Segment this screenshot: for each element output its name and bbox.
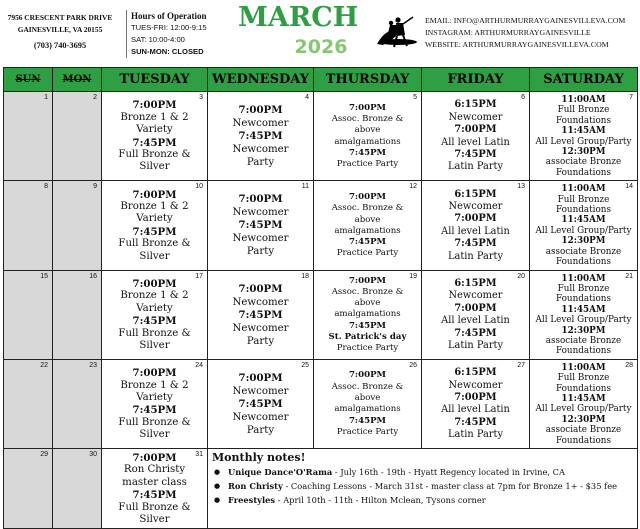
class-name: All level Latin: [441, 315, 510, 327]
note-event-details: - July 16th - 19th - Hyatt Regency located in Irvine, CA: [332, 467, 566, 477]
class-time: 7:45PM: [132, 489, 177, 502]
day-cell: [4, 181, 53, 270]
class-time: 7:00PM: [348, 370, 387, 381]
day-cell: [102, 270, 208, 359]
class-name: Bronze 1 & 2: [120, 201, 189, 213]
class-time: 7:00PM: [238, 282, 283, 295]
hours-weekday: TUES-FRI: 12:00-9:15: [131, 23, 207, 32]
class-time: 11:00AM: [561, 184, 606, 195]
notes-list: [212, 467, 633, 506]
class-name: Silver: [139, 429, 170, 441]
note-event-details: - April 10th - 11th - Hilton Mclean, Tysons corner: [275, 495, 486, 505]
day-number: 22: [40, 361, 48, 369]
day-cell: [4, 449, 53, 529]
class-time: 7:00PM: [132, 188, 177, 201]
class-time: 12:30PM: [561, 236, 606, 247]
address-line-1: 7956 CRESCENT PARK DRIVE: [7, 13, 113, 22]
dancing-couple-icon: [373, 14, 419, 50]
day-cell: [422, 359, 530, 448]
class-name: above: [354, 393, 381, 404]
class-name: All level Latin: [441, 404, 510, 416]
class-time: 7:00PM: [238, 193, 283, 206]
contact-info: [425, 15, 625, 51]
class-time: 7:00PM: [132, 277, 177, 290]
class-time: 7:00PM: [454, 391, 497, 403]
class-time: 11:45AM: [561, 304, 606, 315]
day-cell: [422, 181, 530, 270]
class-time: 7:45PM: [132, 136, 177, 149]
day-number: 18: [301, 272, 309, 280]
class-name: All Level Group/Party: [535, 136, 632, 147]
class-time: 12:30PM: [561, 147, 606, 158]
day-cell: [530, 92, 638, 181]
day-cell: [53, 92, 102, 181]
class-time: 7:00PM: [132, 99, 177, 112]
day-cell: [208, 359, 314, 448]
day-header-sun: SUN: [4, 68, 53, 92]
day-cell: [208, 270, 314, 359]
day-cell: [4, 270, 53, 359]
class-name: Party: [246, 157, 275, 169]
class-time: 7:00PM: [238, 104, 283, 117]
class-name: All level Latin: [441, 225, 510, 237]
note-event-name: Unique Dance'O'Rama: [228, 467, 333, 477]
class-name: Ron Christy: [123, 464, 186, 476]
class-name: Full Bronze &: [118, 501, 191, 513]
class-time: 7:45PM: [238, 308, 283, 321]
class-name: Silver: [139, 339, 170, 351]
day-header-saturday: SATURDAY: [530, 68, 638, 92]
class-name: Newcomer: [232, 118, 289, 130]
class-name: master class: [122, 476, 187, 488]
class-name: Foundations: [556, 167, 611, 178]
class-time: 7:00PM: [238, 371, 283, 384]
day-cell: [314, 359, 422, 448]
class-name: above: [354, 125, 381, 136]
class-name: Foundations: [556, 115, 611, 126]
day-cell: [530, 181, 638, 270]
day-number: 26: [409, 361, 417, 369]
class-name: Foundations: [556, 205, 611, 216]
class-time: 6:15PM: [454, 277, 497, 289]
class-time: 11:45AM: [561, 393, 606, 404]
class-name: Latin Party: [448, 250, 503, 262]
class-name: Newcomer: [232, 322, 289, 334]
day-number: 21: [625, 272, 633, 280]
day-number: 3: [199, 94, 203, 101]
monthly-notes: [208, 449, 638, 529]
class-name: Newcomer: [232, 207, 289, 219]
class-name: Full Bronze &: [118, 149, 191, 161]
class-name: associate Bronze: [545, 425, 622, 436]
class-time: 11:00AM: [561, 273, 606, 284]
class-time: 7:45PM: [348, 237, 387, 248]
day-cell: [314, 181, 422, 270]
day-cell: [102, 181, 208, 270]
class-name: associate Bronze: [545, 246, 622, 257]
day-number: 2: [93, 94, 97, 101]
day-cell: [102, 92, 208, 181]
class-name: Foundations: [556, 294, 611, 305]
note-event-name: Ron Christy: [228, 481, 283, 491]
day-cell: [314, 92, 422, 181]
class-name: Practice Party: [336, 159, 399, 170]
address-line-2: GAINESVILLE, VA 20155: [17, 25, 103, 34]
day-cell: [314, 270, 422, 359]
class-time: 7:00PM: [348, 102, 387, 113]
class-name: Newcomer: [232, 296, 289, 308]
day-number: 15: [40, 272, 48, 280]
day-number: 12: [409, 183, 417, 191]
class-name: All Level Group/Party: [535, 404, 632, 415]
day-cell: [208, 181, 314, 270]
class-time: 11:45AM: [561, 126, 606, 137]
class-name: amalgamations: [334, 404, 401, 415]
class-name: Full Bronze &: [118, 416, 191, 428]
calendar-grid: [3, 67, 638, 529]
class-name: All level Latin: [441, 136, 510, 148]
day-header-wednesday: WEDNESDAY: [208, 68, 314, 92]
class-name: Full Bronze: [557, 105, 610, 116]
class-name: above: [354, 214, 381, 225]
day-number: 16: [89, 272, 97, 280]
class-name: Foundations: [556, 346, 611, 357]
class-name: Variety: [136, 213, 173, 225]
day-number: 28: [625, 361, 633, 369]
class-time: 7:45PM: [454, 416, 497, 428]
holiday-label: St. Patrick's day: [328, 332, 407, 343]
day-number: 24: [195, 361, 203, 369]
class-time: 7:00PM: [454, 302, 497, 314]
year-title: 2026: [294, 36, 348, 58]
day-cell: [53, 181, 102, 270]
day-cell: [102, 449, 208, 529]
instagram-link[interactable]: INSTAGRAM: ARTHURMURRAYGAINESVILLE: [425, 28, 591, 37]
class-name: amalgamations: [334, 225, 401, 236]
class-name: All Level Group/Party: [535, 225, 632, 236]
day-header-friday: FRIDAY: [422, 68, 530, 92]
day-number: 11: [301, 183, 309, 191]
class-time: 7:45PM: [132, 225, 177, 238]
class-name: Foundations: [556, 383, 611, 394]
day-number: 27: [517, 361, 525, 369]
class-time: 7:45PM: [238, 219, 283, 232]
day-number: 20: [517, 272, 525, 280]
class-name: Assoc. Bronze &: [331, 381, 404, 392]
day-number: 17: [195, 272, 203, 280]
class-time: 7:45PM: [238, 130, 283, 143]
class-time: 7:00PM: [348, 275, 387, 286]
class-name: Silver: [139, 514, 170, 526]
class-time: 7:00PM: [132, 452, 177, 464]
class-name: Party: [246, 335, 275, 347]
day-number: 30: [89, 451, 97, 458]
class-name: Newcomer: [232, 411, 289, 423]
day-number: 14: [625, 183, 633, 191]
class-name: associate Bronze: [545, 157, 622, 168]
class-time: 7:00PM: [454, 124, 497, 136]
day-number: 9: [93, 183, 97, 191]
notes-title: Monthly notes!: [212, 451, 306, 464]
class-time: 7:45PM: [454, 327, 497, 339]
day-cell: [530, 359, 638, 448]
class-name: associate Bronze: [545, 335, 622, 346]
phone-number: (703) 740-3695: [33, 41, 87, 50]
class-time: 11:45AM: [561, 215, 606, 226]
class-name: above: [354, 298, 381, 309]
class-time: 7:45PM: [238, 397, 283, 410]
class-name: Newcomer: [448, 290, 503, 302]
day-cell: [422, 270, 530, 359]
note-event-details: - Coaching Lessons - March 31st - master class at 7pm for Bronze 1+ - $35 fee: [282, 481, 618, 491]
class-name: Bronze 1 & 2: [120, 111, 189, 123]
class-name: All Level Group/Party: [535, 315, 632, 326]
day-number: 5: [413, 94, 417, 101]
day-cell: [530, 270, 638, 359]
class-time: 7:45PM: [132, 404, 177, 417]
email-link[interactable]: EMAIL: INFO@ARTHURMURRAYGAINESVILLEVA.COM: [425, 16, 626, 25]
class-name: Foundations: [556, 435, 611, 446]
week-row: [4, 359, 638, 448]
class-time: 7:45PM: [348, 147, 387, 158]
day-cell: [53, 359, 102, 448]
class-time: 7:00PM: [132, 367, 177, 380]
class-name: Newcomer: [448, 201, 503, 213]
hours-title: Hours of Operation: [131, 11, 207, 21]
class-name: Silver: [139, 161, 170, 173]
note-item: [212, 481, 633, 492]
class-name: Bronze 1 & 2: [120, 290, 189, 302]
day-header-mon: MON: [53, 68, 102, 92]
class-name: Full Bronze: [557, 283, 610, 294]
class-name: Practice Party: [336, 248, 399, 259]
day-cell: [53, 449, 102, 529]
class-name: Latin Party: [448, 161, 503, 173]
class-name: amalgamations: [334, 309, 401, 320]
class-name: Foundations: [556, 257, 611, 268]
note-item: [212, 495, 633, 506]
class-time: 6:15PM: [454, 367, 497, 379]
day-number: 23: [89, 361, 97, 369]
class-time: 6:15PM: [454, 188, 497, 200]
day-number: 13: [517, 183, 525, 191]
day-number: 31: [195, 451, 203, 458]
class-time: 7:45PM: [454, 149, 497, 161]
class-name: Newcomer: [448, 111, 503, 123]
hours-of-operation: [126, 10, 226, 58]
class-name: Practice Party: [336, 426, 399, 437]
day-cell: [208, 92, 314, 181]
class-name: Latin Party: [448, 339, 503, 351]
week-row: [4, 270, 638, 359]
day-number: 6: [521, 94, 525, 101]
class-name: Newcomer: [232, 144, 289, 156]
week-row: [4, 181, 638, 270]
class-name: Full Bronze: [557, 373, 610, 384]
class-time: 7:45PM: [348, 320, 387, 331]
day-cell: [422, 92, 530, 181]
class-time: 7:45PM: [132, 315, 177, 328]
month-title: MARCH: [238, 2, 359, 33]
class-name: Bronze 1 & 2: [120, 379, 189, 391]
studio-address: [6, 12, 114, 52]
class-name: amalgamations: [334, 136, 401, 147]
class-name: Assoc. Bronze &: [331, 286, 404, 297]
note-item: [212, 467, 633, 478]
hours-closed: SUN-MON: CLOSED: [131, 47, 204, 56]
class-time: 11:00AM: [561, 362, 606, 373]
class-time: 11:00AM: [561, 95, 606, 105]
day-number: 4: [305, 94, 309, 101]
class-name: Variety: [136, 302, 173, 314]
class-time: 12:30PM: [561, 414, 606, 425]
hours-saturday: SAT: 10:00-4:00: [131, 35, 185, 44]
day-header-tuesday: TUESDAY: [102, 68, 208, 92]
class-name: Assoc. Bronze &: [331, 114, 404, 125]
class-name: Newcomer: [232, 385, 289, 397]
note-event-name: Freestyles: [228, 495, 276, 505]
week-row: [4, 449, 638, 529]
class-time: 12:30PM: [561, 325, 606, 336]
class-name: Newcomer: [232, 233, 289, 245]
day-cell: [102, 359, 208, 448]
class-name: Party: [246, 424, 275, 436]
day-header-thursday: THURSDAY: [314, 68, 422, 92]
class-name: Variety: [136, 124, 173, 136]
website-link[interactable]: WEBSITE: ARTHURMURRAYGAINESVILLEVA.COM: [425, 40, 609, 49]
day-number: 29: [40, 451, 48, 458]
class-name: Practice Party: [336, 343, 399, 354]
class-time: 7:00PM: [454, 213, 497, 225]
day-cell: [4, 359, 53, 448]
class-name: Latin Party: [448, 429, 503, 441]
weekday-header-row: [4, 68, 638, 92]
class-time: 7:45PM: [348, 415, 387, 426]
day-number: 10: [195, 183, 203, 191]
class-name: Full Bronze &: [118, 327, 191, 339]
class-time: 7:45PM: [454, 238, 497, 250]
day-number: 7: [629, 94, 633, 101]
class-name: Party: [246, 246, 275, 258]
class-name: Assoc. Bronze &: [331, 203, 404, 214]
day-number: 19: [409, 272, 417, 280]
day-number: 8: [44, 183, 48, 191]
day-cell: [53, 270, 102, 359]
week-row: [4, 92, 638, 181]
class-name: Newcomer: [448, 379, 503, 391]
day-number: 1: [44, 94, 48, 101]
class-name: Variety: [136, 391, 173, 403]
day-number: 25: [301, 361, 309, 369]
class-name: Full Bronze: [557, 194, 610, 205]
class-time: 6:15PM: [454, 99, 497, 111]
class-name: Full Bronze &: [118, 238, 191, 250]
day-cell: [4, 92, 53, 181]
class-name: Silver: [139, 250, 170, 262]
class-time: 7:00PM: [348, 191, 387, 202]
